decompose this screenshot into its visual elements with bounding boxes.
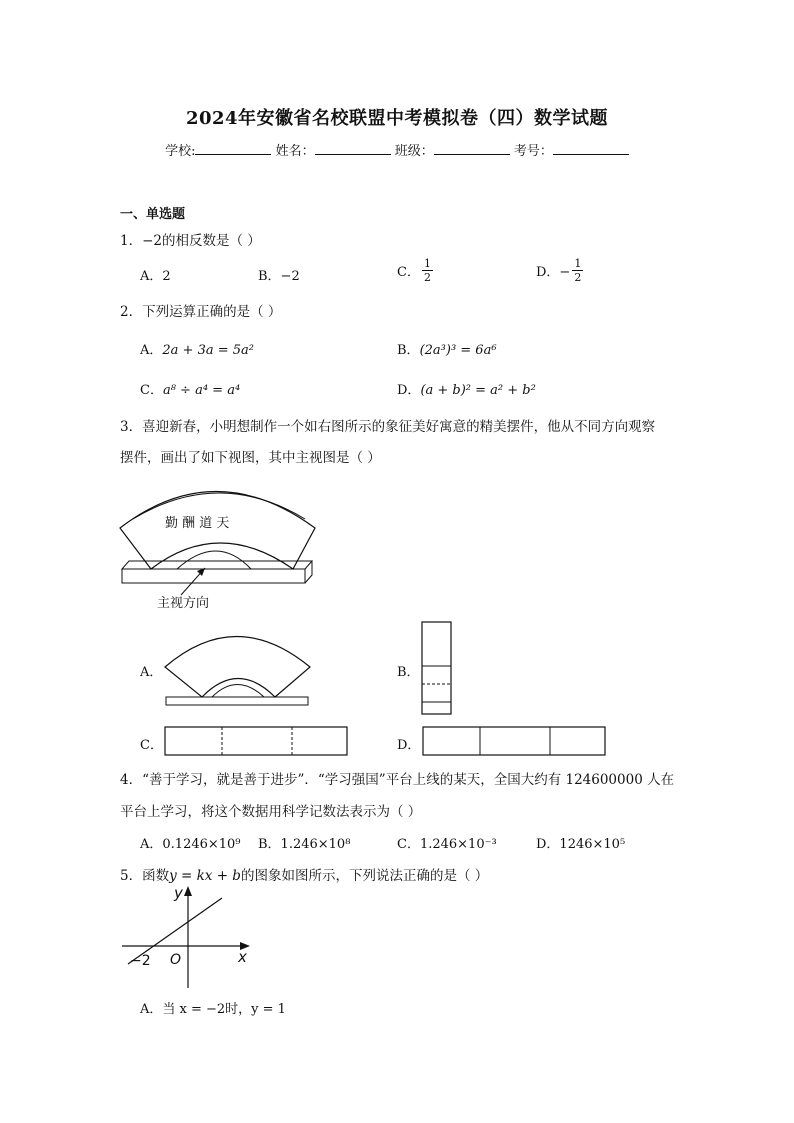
q5-function-expr: y = kx + b bbox=[169, 868, 241, 884]
q1-option-c-label: C． bbox=[397, 265, 420, 280]
q1-option-d-fraction: $\frac{1}{2}$ bbox=[574, 257, 582, 284]
q3-stem-line2: 摆件，画出了如下视图，其中主视图是（ ） bbox=[120, 450, 381, 466]
student-info-line bbox=[0, 140, 794, 159]
q5-origin-label: O bbox=[170, 952, 182, 968]
name-label: 姓名： bbox=[275, 144, 315, 159]
school-label: 学校: bbox=[165, 144, 196, 159]
exam-no-label: 考号： bbox=[513, 144, 553, 159]
q4-option-a[interactable]: A．0.1246×10⁹ bbox=[140, 837, 241, 852]
q2-option-b[interactable]: B．(2a³)³ = 6a⁶ bbox=[397, 343, 497, 358]
q1-option-d-label: D．− bbox=[536, 265, 571, 280]
q2-option-c[interactable]: C．a⁸ ÷ a⁴ = a⁴ bbox=[140, 383, 241, 398]
q1-stem: 1．−2的相反数是（ ） bbox=[120, 233, 261, 249]
class-blank[interactable] bbox=[434, 141, 510, 155]
q3-option-a-label[interactable]: A． bbox=[140, 665, 163, 680]
q3-option-a-figure[interactable] bbox=[160, 622, 316, 710]
q3-option-d-figure[interactable] bbox=[421, 725, 609, 759]
q3-option-b-figure[interactable] bbox=[418, 618, 458, 718]
q2-stem: 2．下列运算正确的是（ ） bbox=[120, 304, 282, 320]
q4-option-b[interactable]: B．1.246×10⁸ bbox=[258, 837, 351, 852]
q4-stem-line2: 平台上学习，将这个数据用科学记数法表示为（ ） bbox=[120, 804, 422, 820]
q1-option-d[interactable] bbox=[536, 257, 583, 284]
q3-direction-label: 主视方向 bbox=[157, 596, 210, 611]
class-label: 班级： bbox=[394, 144, 434, 159]
q3-option-c-label[interactable]: C． bbox=[140, 738, 163, 753]
q1-option-c-fraction: $\frac{1}{2}$ bbox=[423, 257, 431, 284]
q4-option-d[interactable]: D．1246×10⁵ bbox=[536, 837, 626, 852]
q1-option-a[interactable]: A．2 bbox=[140, 269, 171, 284]
q5-intercept-label: −2 bbox=[130, 953, 151, 969]
q4-option-c[interactable]: C．1.246×10⁻³ bbox=[397, 837, 497, 852]
school-blank[interactable] bbox=[195, 141, 271, 155]
exam-title: 2024年安徽省名校联盟中考模拟卷（四）数学试题 bbox=[185, 108, 609, 129]
q3-option-b-label[interactable]: B． bbox=[397, 665, 420, 680]
q5-stem: 5．函数y = kx + b的图象如图所示，下列说法正确的是（ ） bbox=[120, 868, 489, 884]
q1-option-b[interactable]: B．−2 bbox=[258, 269, 300, 284]
name-blank[interactable] bbox=[315, 141, 391, 155]
q5-graph bbox=[118, 880, 258, 992]
q5-option-a[interactable]: A．当 x = −2时，y = 1 bbox=[140, 1002, 286, 1017]
q1-option-c[interactable] bbox=[397, 257, 433, 284]
q5-axis-y-label: y bbox=[174, 884, 183, 902]
q3-option-c-figure[interactable] bbox=[163, 725, 351, 759]
q3-option-d-label[interactable]: D． bbox=[397, 738, 421, 753]
q3-ornament-figure bbox=[115, 475, 325, 615]
q4-stem-line1: 4．“善于学习，就是善于进步”．“学习强国”平台上线的某天，全国大约有 124600000 人在 bbox=[120, 772, 675, 788]
q3-fan-text: 勤 酬 道 天 bbox=[165, 516, 230, 531]
q5-axis-x-label: x bbox=[238, 948, 247, 966]
exam-no-blank[interactable] bbox=[553, 141, 629, 155]
q2-option-a[interactable]: A．2a + 3a = 5a² bbox=[140, 343, 254, 358]
section-heading: 一、单选题 bbox=[120, 207, 186, 222]
q2-option-d[interactable]: D．(a + b)² = a² + b² bbox=[397, 383, 536, 398]
q3-stem-line1: 3．喜迎新春，小明想制作一个如右图所示的象征美好寓意的精美摆件，他从不同方向观察 bbox=[120, 419, 656, 435]
